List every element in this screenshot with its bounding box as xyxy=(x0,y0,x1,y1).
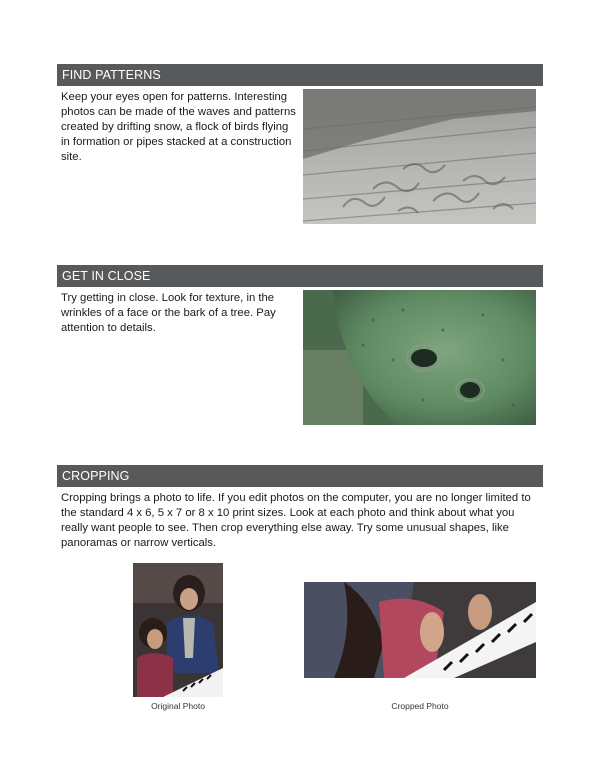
section-body-find-patterns: Keep your eyes open for patterns. Interesting photos can be made of the waves and patterns created by drifting snow, a flock of birds flying in formation or pipes stacked at a construction site. xyxy=(61,91,296,163)
section-heading-cropping: CROPPING xyxy=(57,465,543,487)
photo-cactus-closeup xyxy=(303,290,536,425)
photo-original-piano xyxy=(133,563,223,697)
section-heading-find-patterns: FIND PATTERNS xyxy=(57,64,543,86)
caption-cropped-photo: Cropped Photo xyxy=(391,701,449,711)
section-heading-get-in-close: GET IN CLOSE xyxy=(57,265,543,287)
photo-shadow-pattern xyxy=(303,89,536,224)
section-body-cropping: Cropping brings a photo to life. If you edit photos on the computer, you are no longer limited to the standard 4 x 6, 5 x 7 or 8 x 10 print sizes. Look at each photo and think about what you really want people to see. Then crop everything else away. Try some unusual shapes, like panoramas or narrow verticals. xyxy=(61,492,531,549)
caption-original-photo: Original Photo xyxy=(151,701,205,711)
section-body-get-in-close: Try getting in close. Look for texture, in the wrinkles of a face or the bark of a tree. Pay attention to details. xyxy=(61,292,276,334)
photo-cropped-piano xyxy=(304,582,536,678)
